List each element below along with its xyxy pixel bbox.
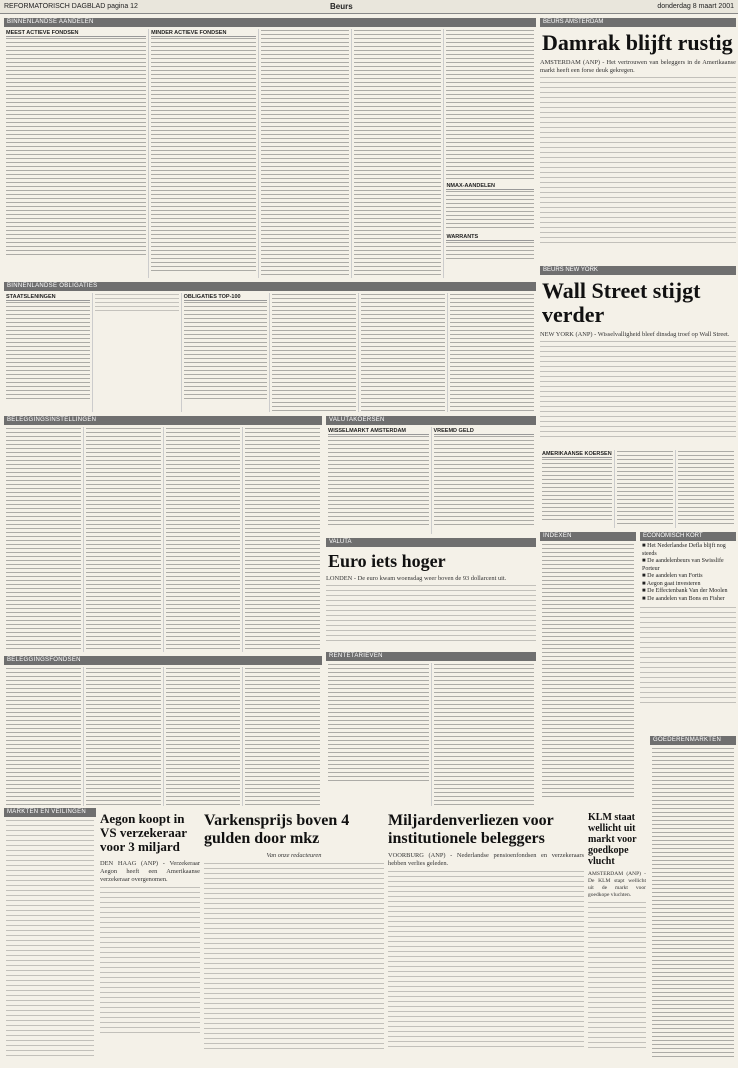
article-headline: Aegon koopt in VS verzekeraar voor 3 miljard — [100, 811, 187, 854]
indexen-column — [540, 543, 636, 804]
economisch-kort-text: De Effectenbank Van der Moolen — [647, 588, 728, 594]
vreemd-geld-column — [432, 427, 537, 534]
article-headline: Wall Street stijgt verder — [542, 278, 701, 327]
article-lead: DEN HAAG (ANP) - Verzekeraar Aegon heeft een Amerikaanse verzekeraar overgenomen. — [100, 860, 200, 883]
section-header: BELEGGINGSFONDSEN — [4, 656, 322, 665]
section-header: RENTETARIEVEN — [326, 652, 536, 661]
quotes-column — [84, 427, 164, 652]
miljarden-article — [388, 808, 584, 1064]
article-headline: KLM staat wellicht uit markt voor goedkope vlucht — [588, 812, 637, 867]
section-header: VALUTA — [326, 538, 536, 547]
quotes-table — [434, 664, 535, 805]
page-header-left: REFORMATORISCH DAGBLAD pagina 12 — [4, 3, 138, 10]
quotes-table — [86, 428, 161, 651]
article-lead: LONDEN - De euro kwam woensdag weer boven de 93 dollarcent uit. — [326, 575, 507, 582]
quotes-column — [432, 663, 537, 806]
article-headline: Damrak blijft rustig — [542, 30, 733, 55]
section-header: BELEGGINGSINSTELLINGEN — [4, 416, 322, 425]
quotes-table — [328, 436, 429, 526]
markten-body — [6, 820, 94, 1060]
quotes-column — [4, 427, 84, 652]
quotes-table — [151, 38, 256, 273]
quotes-column — [676, 450, 736, 528]
article-headline: Varkensprijs boven 4 gulden door mkz — [204, 812, 350, 847]
goederenmarkten-column — [650, 747, 736, 1064]
quotes-table — [6, 668, 81, 805]
page-header-date: donderdag 8 maart 2001 — [657, 3, 734, 10]
beleggingsfondsen-section — [4, 656, 322, 806]
quotes-table — [446, 30, 534, 180]
wisselmarkt-title: WISSELMARKT AMSTERDAM — [328, 428, 429, 435]
economisch-kort-text: Het Nederlandse Defla blijft nog steeds — [642, 543, 726, 557]
quotes-column — [4, 667, 84, 806]
quotes-column — [164, 667, 244, 806]
article-lead: AMSTERDAM (ANP) - Het vertrouwen van beleggers in de Amerikaanse markt heeft een forse deuk gekregen. — [540, 59, 736, 74]
article-lead: VOORBURG (ANP) - Nederlandse pensioenfondsen en verzekeraars hebben verlies geleden. — [388, 852, 584, 867]
beleggingsinstellingen-section — [4, 416, 322, 652]
indexen-section — [540, 532, 636, 804]
amerikaanse-koersen-section — [540, 450, 736, 528]
quotes-column — [448, 293, 536, 412]
quotes-table — [328, 664, 429, 784]
quotes-table — [434, 436, 535, 526]
economisch-kort-item — [642, 573, 734, 581]
quotes-table — [542, 459, 612, 521]
bullet-icon: ■ — [642, 543, 648, 549]
quotes-table — [361, 294, 445, 411]
markten-veilingen-section — [4, 808, 96, 1064]
quotes-column — [444, 29, 536, 278]
quotes-column — [352, 29, 445, 278]
euro-article — [326, 538, 536, 648]
economisch-kort-text: Aegon gaat investeren — [646, 580, 701, 587]
economisch-kort-text: De aandelenbeurs van Swisslife Porteur — [642, 558, 724, 572]
economisch-kort-item — [642, 558, 734, 573]
quotes-column — [164, 427, 244, 652]
section-header: MARKTEN EN VEILINGEN — [4, 808, 96, 817]
markten-column — [4, 819, 96, 1064]
amerikaanse-koersen-title: AMERIKAANSE KOERSEN — [542, 451, 612, 457]
article-body — [588, 902, 646, 1052]
economisch-kort-section — [640, 532, 736, 732]
quotes-column — [359, 293, 448, 412]
bullet-icon: ■ — [642, 595, 648, 602]
quotes-table — [354, 30, 442, 277]
obligaties-top-title: OBLIGATIES TOP-100 — [184, 294, 268, 301]
warrants-title: WARRANTS — [446, 234, 534, 241]
quotes-table — [261, 30, 349, 277]
quotes-column — [326, 663, 432, 806]
quotes-column — [259, 29, 352, 278]
quotes-column — [93, 293, 182, 412]
article-body — [540, 77, 736, 247]
binnenlandse-aandelen-section — [4, 18, 536, 278]
quotes-column — [615, 450, 676, 528]
staatsleningen-title: STAATSLENINGEN — [6, 294, 90, 301]
quotes-table — [446, 191, 534, 231]
valutakoersen-section — [326, 416, 536, 534]
quotes-table — [446, 242, 534, 262]
section-header: VALUTAKOERSEN — [326, 416, 536, 425]
rentetarieven-section — [326, 652, 536, 806]
page-header — [0, 0, 738, 14]
quotes-table — [6, 302, 90, 402]
minder-actieve-title: MINDER ACTIEVE FONDSEN — [151, 30, 256, 37]
quotes-table — [678, 451, 734, 527]
quotes-table — [245, 668, 320, 805]
wallstreet-article — [540, 266, 736, 446]
article-lead: Van onze redacteuren — [266, 852, 322, 859]
quotes-table — [542, 544, 634, 800]
minder-actieve-column — [149, 29, 259, 278]
economisch-kort-item — [642, 596, 734, 604]
vreemd-geld-title: VREEMD GELD — [434, 428, 535, 435]
section-header: BINNENLANDSE OBLIGATIES — [4, 282, 536, 291]
quotes-table — [95, 294, 179, 314]
economisch-kort-item — [642, 588, 734, 596]
section-header: BEURS NEW YORK — [540, 266, 736, 275]
article-body — [204, 863, 384, 1053]
article-headline: Euro iets hoger — [328, 551, 446, 571]
page-header-section: Beurs — [330, 2, 353, 11]
varkens-article — [204, 808, 384, 1064]
obligaties-top-column — [182, 293, 271, 412]
bullet-icon: ■ — [642, 588, 648, 594]
goederenmarkten-section — [650, 736, 736, 1064]
obligaties-section — [4, 282, 536, 412]
wisselmarkt-column — [326, 427, 432, 534]
quotes-table — [166, 428, 241, 651]
economisch-kort-item — [642, 581, 734, 589]
article-lead: AMSTERDAM (ANP) - De KLM stapt wellicht uit de markt voor goedkope vluchten. — [588, 871, 646, 898]
staatsleningen-column — [4, 293, 93, 412]
economisch-kort-text: De aandelen van Bons en Fisher — [647, 595, 725, 602]
meest-actieve-title: MEEST ACTIEVE FONDSEN — [6, 30, 146, 37]
bullet-icon: ■ — [642, 573, 648, 579]
article-body — [388, 871, 584, 1051]
bullet-icon: ■ — [642, 580, 647, 587]
quotes-table — [6, 428, 81, 651]
section-header: BEURS AMSTERDAM — [540, 18, 736, 27]
quotes-table — [86, 668, 161, 805]
klm-article — [588, 808, 646, 1064]
quotes-column — [243, 667, 322, 806]
economisch-kort-list — [640, 541, 736, 605]
section-header: ECONOMISCH KORT — [640, 532, 736, 541]
nmax-title: NMAX-AANDELEN — [446, 183, 534, 190]
article-headline: Miljardenverliezen voor institutionele beleggers — [388, 812, 554, 847]
article-body — [640, 607, 736, 707]
quotes-table — [6, 38, 146, 258]
quotes-table — [450, 294, 534, 411]
quotes-table — [652, 748, 734, 1060]
damrak-article — [540, 18, 736, 262]
quotes-table — [245, 428, 320, 651]
quotes-table — [272, 294, 356, 411]
quotes-column — [84, 667, 164, 806]
economisch-kort-text: De aandelen van Fortis — [647, 573, 703, 579]
bullet-icon: ■ — [642, 558, 648, 564]
section-header: INDEXEN — [540, 532, 636, 541]
article-body — [100, 887, 200, 1037]
article-lead: NEW YORK (ANP) - Wisselvalligheid bleef dinsdag troef op Wall Street. — [540, 331, 730, 338]
quotes-table — [617, 451, 673, 527]
section-header: GOEDERENMARKTEN — [650, 736, 736, 745]
article-body — [540, 341, 736, 441]
quotes-column — [243, 427, 322, 652]
quotes-column — [270, 293, 359, 412]
economisch-kort-item — [642, 543, 734, 558]
section-header: BINNENLANDSE AANDELEN — [4, 18, 536, 27]
article-body — [326, 585, 536, 641]
aegon-article — [100, 808, 200, 1064]
quotes-table — [166, 668, 241, 805]
amerikaanse-koersen-column — [540, 450, 615, 528]
meest-actieve-column — [4, 29, 149, 278]
quotes-table — [184, 302, 268, 402]
